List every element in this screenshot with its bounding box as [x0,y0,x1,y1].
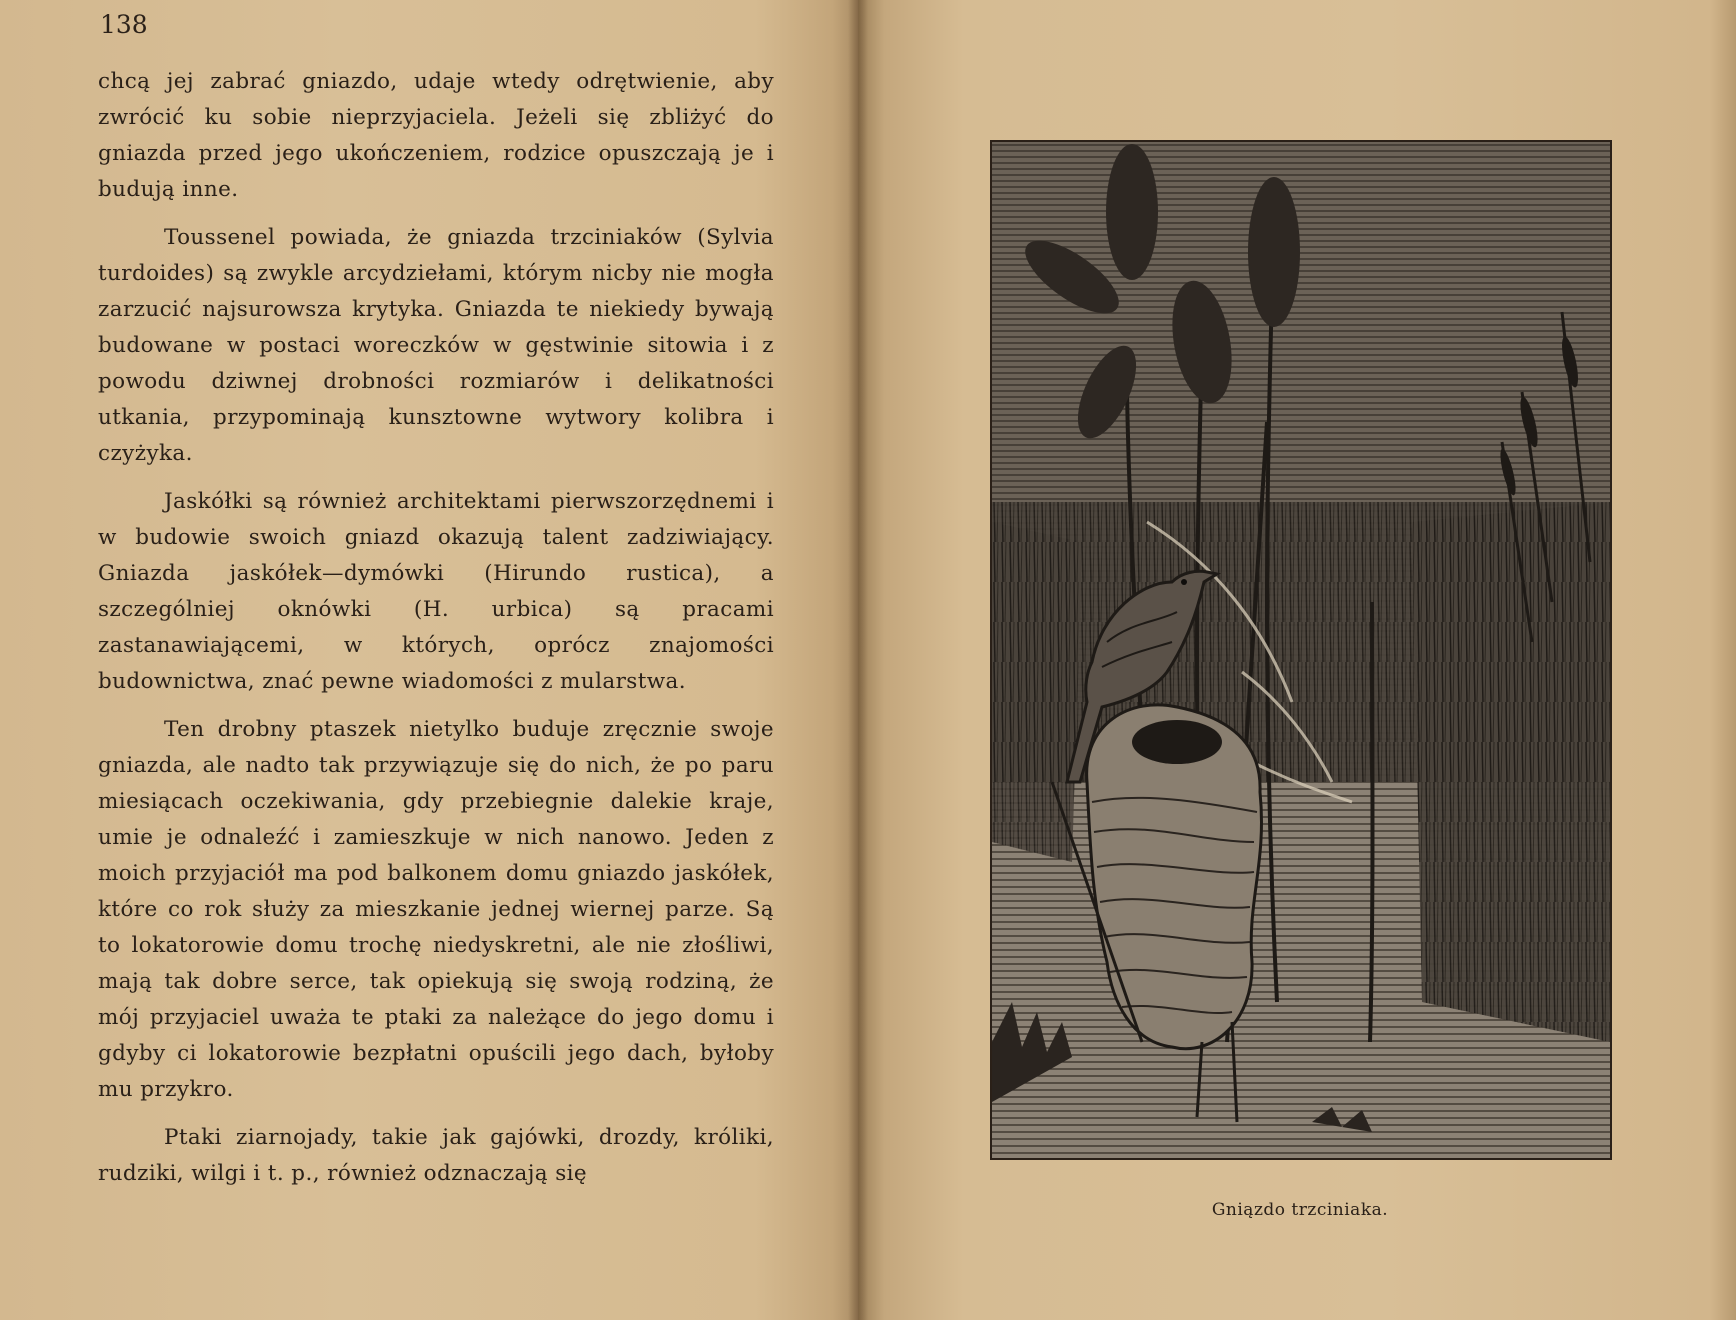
paragraph-5: Ptaki ziarnojady, takie jak gajówki, drozdy, króliki, rudziki, wilgi i t. p., również odznaczają się [98,1125,774,1186]
paragraph-2: Toussenel powiada, że gniazda trzciniaków (Sylvia turdoides) są zwykle arcydziełami, którym nicby nie mogła zarzucić najsurowsza krytyka. Gniazda te niekiedy bywają budowane w postaci woreczków w gęstwinie sitowia i z powodu dziwnej drobności rozmiarów i delikatności utkania, przypominają kunsztowne wytwory kolibra i czyżyka. [98,225,774,466]
paragraph-4: Ten drobny ptaszek nietylko buduje zręcznie swoje gniazda, ale nadto tak przywiązuje się do nich, że po paru miesiącach oczekiwania, gdy przebiegnie dalekie kraje, umie je odnaleźć i zamieszkuje w nich nanowo. Jeden z moich przyjaciół ma pod balkonem domu gniazdo jaskółek, które co rok służy za mieszkanie jednej wiernej parze. Są to lokatorowie domu trochę niedyskretni, ale nie złośliwi, mają tak dobre serce, tak opiekują się swoją rodziną, że mój przyjaciel uważa te ptaki za należące do jego domu i gdyby ci lokatorowie bezpłatni opuścili jego dach, byłoby mu przykro. [98,717,774,1102]
paragraph-1: chcą jej zabrać gniazdo, udaje wtedy odrętwienie, aby zwrócić ku sobie nieprzyjaciela. Jeżeli się zbliżyć do gniazda przed jego ukończeniem, rodzice opuszczają je i budują inne. [98,69,774,202]
illustration-caption: Gniązdo trzciniaka. [1211,1200,1389,1220]
body-text [98,64,774,1204]
engraving-illustration [990,140,1612,1160]
reed-warbler-nest-engraving [992,142,1610,1158]
paragraph-3: Jaskółki są również architektami pierwszorzędnemi i w budowie swoich gniazd okazują talent zadziwiający. Gniazda jaskółek—dymówki (Hirundo rustica), a szczególniej oknówki (H. urbica) są pracami zastanawiającemi, w których, oprócz znajomości budownictwa, znać pewne wiadomości z mularstwa. [98,489,774,694]
left-page [0,0,858,1320]
right-reed-thicket [1412,502,1610,1042]
left-reed-thicket [992,522,1082,862]
book-gutter [848,0,868,1320]
page-number: 138 [100,10,148,39]
